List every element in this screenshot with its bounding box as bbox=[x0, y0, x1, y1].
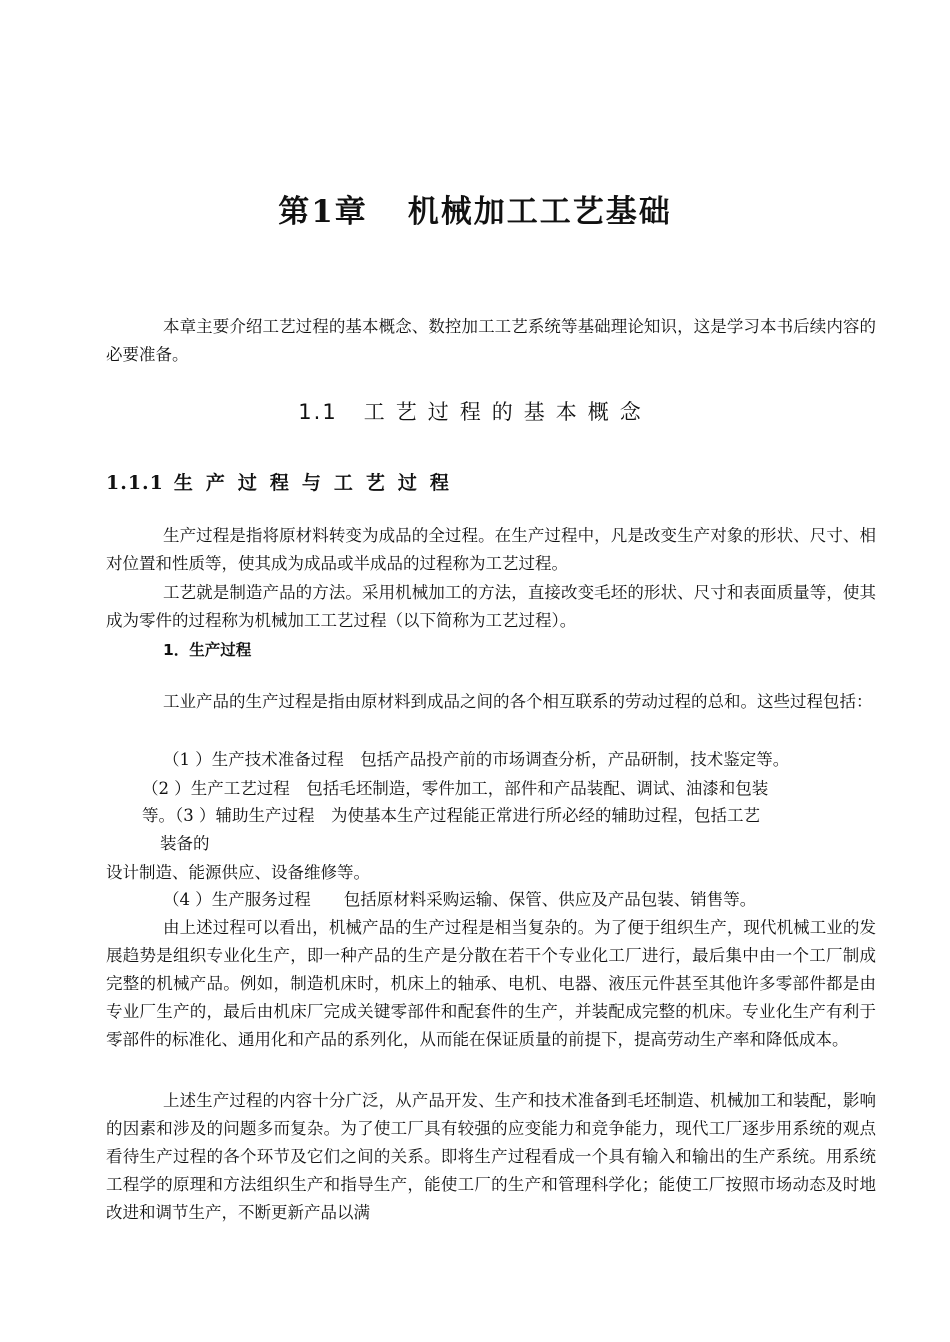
list-item-process-line1: （2 ）生产工艺过程 包括毛坯制造，零件加工，部件和产品装配、调试、油漆和包装 bbox=[142, 779, 769, 798]
intro-paragraph: 本章主要介绍工艺过程的基本概念、数控加工工艺系统等基础理论知识，这是学习本书后续内容的必要准备。 bbox=[106, 317, 876, 364]
list-item-service: （4 ）生产服务过程 包括原材料采购运输、保管、供应及产品包装、销售等。 bbox=[163, 890, 757, 909]
paragraph-process-includes: 工业产品的生产过程是指由原材料到成品之间的各个相互联系的劳动过程的总和。这些过程包括： bbox=[163, 692, 873, 711]
list-item-process-line2: 等。（3 ）辅助生产过程 为使基本生产过程能正常进行所必经的辅助过程，包括工艺 bbox=[142, 806, 760, 825]
section-title-text: 工艺过程的基本概念 bbox=[363, 400, 652, 424]
paragraph-process-definition: 工艺就是制造产品的方法。采用机械加工的方法，直接改变毛坯的形状、尺寸和表面质量等，使其成为零件的过程称为机械加工工艺过程（以下简称为工艺过程）。 bbox=[106, 583, 876, 630]
list-item-process-line3: 装备的 bbox=[160, 834, 210, 853]
item-heading-production-process: 1．生产过程 bbox=[163, 641, 252, 659]
list-item-aux-continuation: 设计制造、能源供应、设备维修等。 bbox=[106, 863, 370, 882]
list-item-technical-prep: （1 ）生产技术准备过程 包括产品投产前的市场调查分析，产品研制，技术鉴定等。 bbox=[163, 750, 790, 769]
chapter-title bbox=[0, 186, 950, 231]
subsection-number: 1.1.1 bbox=[106, 472, 164, 494]
paragraph-production-process: 生产过程是指将原材料转变为成品的全过程。在生产过程中，凡是改变生产对象的形状、尺寸、相对位置和性质等，使其成为成品或半成品的过程称为工艺过程。 bbox=[106, 526, 876, 573]
paragraph-specialized-production: 由上述过程可以看出，机械产品的生产过程是相当复杂的。为了便于组织生产，现代机械工业的发展趋势是组织专业化生产，即一种产品的生产是分散在若干个专业化工厂进行，最后集中由一个工厂制成完整的机械产品。例如，制造机床时，机床上的轴承、电机、电器、液压元件甚至其他许多零部件都是由专业厂生产的，最后由机床厂完成关键零部件和配套件的生产，并装配成完整的机床。专业化生产有利于零部件的标准化、通用化和产品的系列化，从而能在保证质量的前提下，提高劳动生产率和降低成本。 bbox=[106, 918, 876, 1049]
chapter-number: 第1章 bbox=[278, 194, 368, 230]
subsection-title-text: 生产过程与工艺过程 bbox=[173, 472, 462, 494]
subsection-title bbox=[106, 468, 462, 495]
paragraph-production-system: 上述生产过程的内容十分广泛，从产品开发、生产和技术准备到毛坯制造、机械加工和装配，影响的因素和涉及的问题多而复杂。为了使工厂具有较强的应变能力和竞争能力，现代工厂逐步用系统的观点看待生产过程的各个环节及它们之间的关系。即将生产过程看成一个具有输入和输出的生产系统。用系统工程学的原理和方法组织生产和指导生产，能使工厂的生产和管理科学化；能使工厂按照市场动态及时地改进和调节生产，不断更新产品以满 bbox=[106, 1091, 876, 1222]
section-title bbox=[0, 396, 950, 426]
section-number: 1.1 bbox=[298, 400, 338, 424]
chapter-title-text: 机械加工工艺基础 bbox=[407, 194, 672, 230]
